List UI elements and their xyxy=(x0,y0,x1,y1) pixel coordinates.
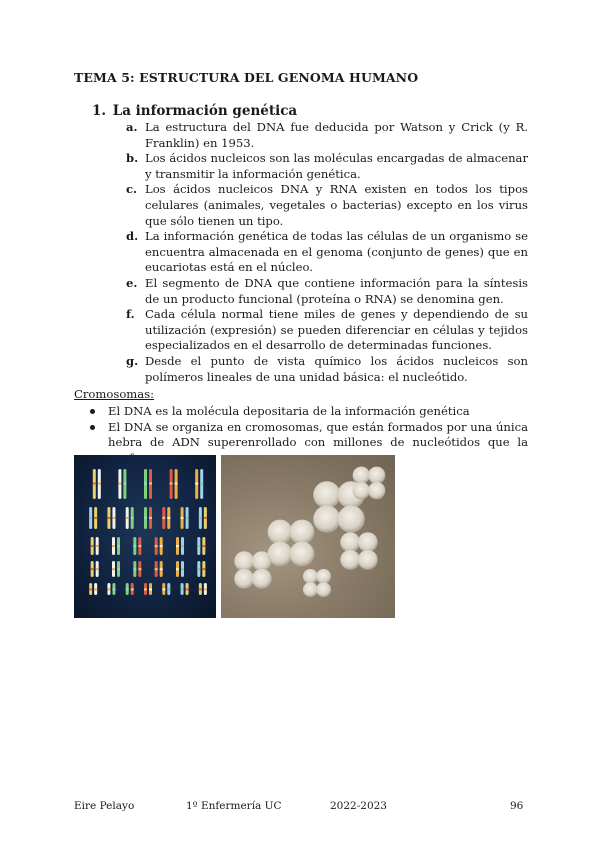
bullet-text: El DNA se organiza en cromosomas, que están formados por una única hebra de ADN superenrollado con millones de nucleótidos que la xyxy=(108,419,528,450)
list-marker: f. xyxy=(126,307,135,322)
chromosome-lobe xyxy=(303,582,318,597)
list-item xyxy=(126,354,528,385)
chromosome-band xyxy=(89,588,92,590)
chromosome-band xyxy=(126,588,129,590)
chromosome-band xyxy=(176,568,179,570)
list-item-text: Cada célula normal tiene miles de genes y dependiendo de su utilización (expresión) se pueden diferenciar en células y tejidos especializados en el desarrollo de determinadas funciones. xyxy=(145,307,528,353)
footer-course: 1º Enfermería UC xyxy=(186,800,282,812)
chromosome-lobe xyxy=(303,569,318,584)
chromosome-band xyxy=(149,483,152,485)
chromosome-band xyxy=(144,517,147,519)
chromosome-band xyxy=(112,517,115,519)
list-marker: e. xyxy=(126,275,138,290)
list-marker: b. xyxy=(126,151,139,166)
chromosome-lobe xyxy=(368,467,385,484)
chromosome-band xyxy=(149,588,152,590)
chromosome-band xyxy=(144,483,147,485)
chromosome-lobe xyxy=(337,505,364,532)
chromosome-lobe xyxy=(358,550,378,570)
list-item-text: Desde el punto de vista químico los ácidos nucleicos son polímeros lineales de una unidad básica: el nucleótido. xyxy=(145,353,528,384)
chromosome-lobe xyxy=(234,551,254,571)
list-item xyxy=(126,151,528,182)
chromosome-lobe xyxy=(252,569,272,589)
chromosome-band xyxy=(89,517,92,519)
chromosome-band xyxy=(94,588,97,590)
karyotype-image xyxy=(74,455,216,618)
footer-year: 2022-2023 xyxy=(330,800,387,812)
chromosome-band xyxy=(200,483,203,485)
bullet-icon xyxy=(90,409,95,414)
chromosome-lobe xyxy=(340,550,360,570)
chromosome-band xyxy=(118,483,121,485)
chromosome-band xyxy=(202,568,205,570)
chromosome-lobe xyxy=(316,582,331,597)
chromosome-band xyxy=(94,517,97,519)
chromosome-band xyxy=(133,545,136,547)
chromosome-band xyxy=(167,517,170,519)
list-item-text: Los ácidos nucleicos DNA y RNA existen en todos los tipos celulares (animales, vegetales o bacterias) excepto en los virus que sólo tienen un tipo. xyxy=(145,182,528,228)
chromosome-band xyxy=(112,588,115,590)
chromosome-lobe xyxy=(353,467,370,484)
chromosome-lobe xyxy=(234,569,254,589)
bullet-item xyxy=(90,404,528,420)
section-number: 1. xyxy=(92,103,107,119)
chromosome-band xyxy=(181,517,184,519)
list-marker: c. xyxy=(126,182,138,197)
chromosome-band xyxy=(117,545,120,547)
bullet-text: El DNA es la molécula depositaria de la información genética xyxy=(108,404,470,418)
chromosome-band xyxy=(126,517,129,519)
chromosome-band xyxy=(112,545,115,547)
karyotype-drawing xyxy=(74,455,216,618)
chromosome-band xyxy=(112,568,115,570)
chromosome-band xyxy=(160,568,163,570)
list-item xyxy=(126,120,528,151)
chromosome-band xyxy=(175,483,178,485)
chromosome-band xyxy=(138,568,141,570)
chromosome-band xyxy=(91,545,94,547)
chromosome-band xyxy=(131,588,134,590)
chromosome-lobe xyxy=(290,520,315,545)
chromosome-micrograph-drawing xyxy=(221,455,395,618)
chromosome-band xyxy=(138,545,141,547)
chromosome-micrograph-image xyxy=(221,455,395,618)
section-heading-text: La información genética xyxy=(112,103,298,119)
chromosome-band xyxy=(133,568,136,570)
chromosome-band xyxy=(167,588,170,590)
list-item-text: Los ácidos nucleicos son las moléculas encargadas de almacenar y transmitir la información genética. xyxy=(145,151,528,181)
chromosome-lobe xyxy=(290,542,315,567)
chromosome-lobe xyxy=(340,532,360,552)
chromosome-band xyxy=(181,568,184,570)
chromosome-band xyxy=(199,588,202,590)
chromosome-band xyxy=(107,517,110,519)
list-item-text: El segmento de DNA que contiene información para la síntesis de un producto funcional (proteína o RNA) se denomina gen. xyxy=(145,275,528,306)
chromosome-band xyxy=(197,545,200,547)
chromosome-band xyxy=(91,568,94,570)
list-item-text: La estructura del DNA fue deducida por Watson y Crick (y R. Franklin) en 1953. xyxy=(145,120,528,150)
chromosome-band xyxy=(195,483,198,485)
chromosome-band xyxy=(204,588,207,590)
list-marker: a. xyxy=(126,120,138,134)
list-marker: g. xyxy=(126,353,139,368)
chromosome-band xyxy=(96,545,99,547)
cromosomas-label: Cromosomas: xyxy=(74,387,155,401)
chromosome-band xyxy=(98,483,101,485)
chromosome-band xyxy=(170,483,173,485)
chromosome-band xyxy=(131,517,134,519)
chromosome-lobe xyxy=(353,482,370,499)
chromosome-band xyxy=(96,568,99,570)
list-item xyxy=(126,276,528,307)
chromosome-lobe xyxy=(268,520,293,545)
chromosome-band xyxy=(123,483,126,485)
footer-author: Eire Pelayo xyxy=(74,800,135,812)
chromosome-band xyxy=(162,588,165,590)
list-item xyxy=(126,182,528,229)
chromosome-band xyxy=(162,517,165,519)
chromosome-lobe xyxy=(316,569,331,584)
chromosome-band xyxy=(199,517,202,519)
footer-page-number: 96 xyxy=(510,800,524,812)
chromosome-band xyxy=(160,545,163,547)
chromosome-band xyxy=(155,568,158,570)
chromosome-lobe xyxy=(368,482,385,499)
chromosome-band xyxy=(204,517,207,519)
chromosome-band xyxy=(186,588,189,590)
chromosome-band xyxy=(155,545,158,547)
chromosome-band xyxy=(181,545,184,547)
chromosome-band xyxy=(176,545,179,547)
chromosome-band xyxy=(181,588,184,590)
chromosome-band xyxy=(186,517,189,519)
chromosome-band xyxy=(117,568,120,570)
page-title: TEMA 5: ESTRUCTURA DEL GENOMA HUMANO xyxy=(74,70,419,85)
section-heading xyxy=(92,103,297,119)
chromosome-lobe xyxy=(268,542,293,567)
chromosome-lobe xyxy=(358,532,378,552)
list-marker: d. xyxy=(126,229,139,244)
chromosome-band xyxy=(144,588,147,590)
chromosome-band xyxy=(197,568,200,570)
chromosome-band xyxy=(149,517,152,519)
chromosome-band xyxy=(93,483,96,485)
bullet-icon xyxy=(90,425,95,430)
chromosome-lobe xyxy=(313,481,340,508)
chromosome-lobe xyxy=(313,505,340,532)
list-item-text: La información genética de todas las células de un organismo se encuentra almacenada en el genoma (conjunto de genes) que en eucariotas está en el núcleo. xyxy=(145,229,528,275)
chromosome-band xyxy=(107,588,110,590)
info-list xyxy=(126,120,528,385)
list-item xyxy=(126,229,528,276)
chromosome-band xyxy=(202,545,205,547)
list-item xyxy=(126,307,528,354)
